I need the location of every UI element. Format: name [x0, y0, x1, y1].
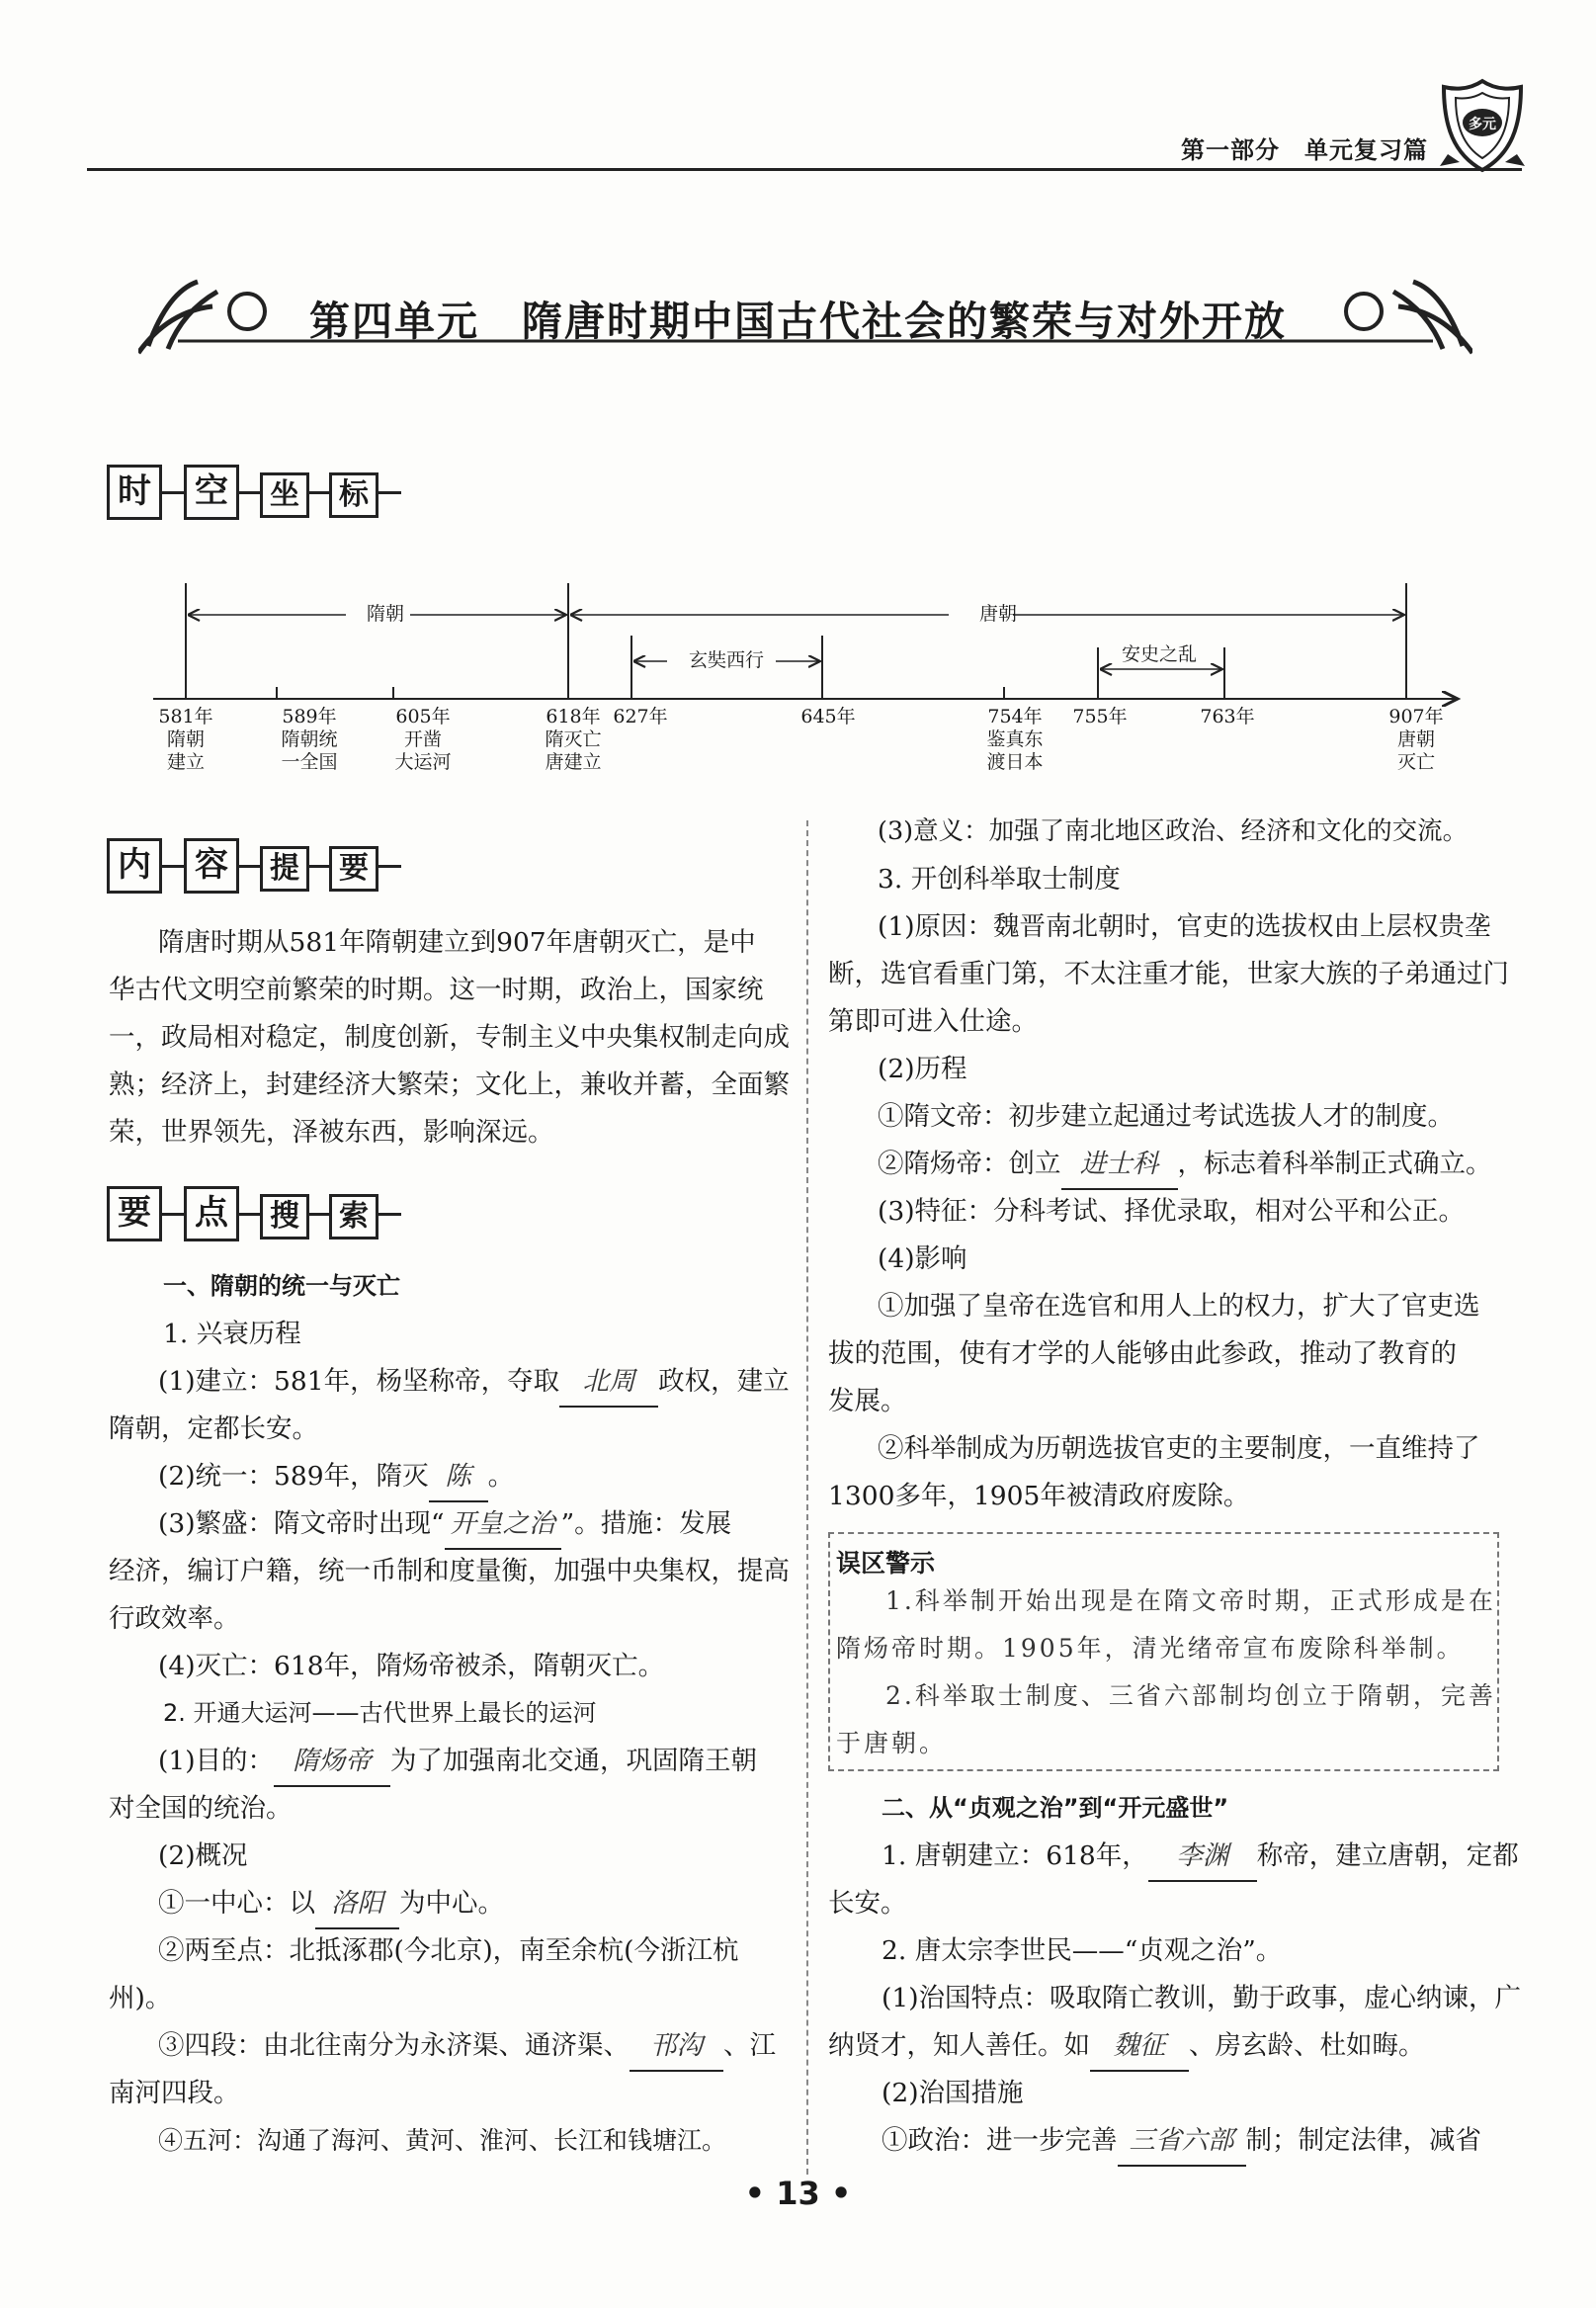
answer-blank[interactable]: 李渊 [1148, 1833, 1257, 1882]
unit-title: 第四单元 隋唐时期中国古代社会的繁荣与对外开放 [309, 298, 1287, 345]
section-header-spacetime [107, 465, 401, 519]
section-char: 时 [107, 465, 162, 520]
section-char: 索 [329, 1194, 378, 1239]
section-char: 搜 [260, 1194, 309, 1239]
header-rule [87, 168, 1522, 171]
text-line: 1. 唐朝建立：618年， 李渊 称帝，建立唐朝，定都 [882, 1833, 1519, 1882]
answer-blank[interactable]: 隋炀帝 [274, 1738, 390, 1787]
heading-tang: 二、从“贞观之治”到“开元盛世” [882, 1794, 1229, 1822]
section-char: 标 [329, 472, 378, 518]
period-anshi: 安史之乱 [1121, 643, 1197, 665]
text-line: (2)概况 [158, 1840, 248, 1871]
answer-blank[interactable]: 进士科 [1061, 1141, 1178, 1190]
text-line: ③四段：由北往南分为永济渠、通济渠、 邗沟 、江 [158, 2022, 776, 2072]
warning-line: 于唐朝。 [836, 1729, 948, 1757]
section-char: 内 [107, 838, 162, 894]
text-line: 发展。 [828, 1386, 907, 1416]
text-line: (3)繁盛：隋文帝时出现“ 开皇之治 ”。措施：发展 [158, 1500, 731, 1550]
timeline-event: 754年 鉴真东 渡日本 [986, 706, 1044, 773]
text-line: (2)历程 [878, 1054, 967, 1084]
text-line: 一，政局相对稳定，制度创新，专制主义中央集权制走向成 [109, 1022, 790, 1053]
text-line: ②两至点：北抵涿郡(今北京)，南至余杭(今浙江杭 [158, 1935, 739, 1966]
text-line: (2)治国措施 [882, 2078, 1024, 2108]
timeline-event: 763年 [1200, 706, 1255, 727]
text-line: 纳贤才，知人善任。如 魏征 、房玄龄、杜如晦。 [828, 2022, 1425, 2072]
text-line: 州)。 [109, 1983, 172, 2013]
warning-line: 2.科举取士制度、三省六部制均创立于隋朝，完善 [885, 1681, 1496, 1710]
logo-text: 多元 [1469, 117, 1496, 132]
section-char: 点 [184, 1186, 239, 1241]
timeline-event: 605年 开凿 大运河 [394, 706, 452, 773]
section-char: 容 [184, 838, 239, 894]
text-line: (1)建立：581年，杨坚称帝，夺取 北周 政权，建立 [158, 1358, 790, 1408]
timeline-event: 581年 隋朝 建立 [158, 706, 213, 773]
text-line: (2)统一：589年，隋灭 陈 。 [158, 1453, 514, 1502]
text-line: 隋朝，定都长安。 [109, 1413, 318, 1444]
text-line: 断，选官看重门第，不太注重才能，世家大族的子弟通过门 [828, 959, 1509, 989]
text-line: (4)影响 [878, 1243, 967, 1274]
text-line: 华古代文明空前繁荣的时期。这一时期，政治上，国家统 [109, 975, 764, 1005]
text-line: 长安。 [828, 1888, 907, 1919]
timeline-event: 589年 隋朝统 一全国 [281, 706, 338, 773]
timeline-event: 907年 唐朝 灭亡 [1388, 706, 1444, 773]
warning-title: 误区警示 [836, 1549, 936, 1578]
text-line: ②科举制成为历朝选拔官吏的主要制度，一直维持了 [878, 1433, 1480, 1464]
period-sui: 隋朝 [366, 603, 404, 625]
text-line: ④五河：沟通了海河、黄河、淮河、长江和钱塘江。 [158, 2126, 727, 2155]
text-line: (4)灭亡：618年，隋炀帝被杀，隋朝灭亡。 [158, 1651, 665, 1681]
section-header-summary [107, 838, 401, 893]
text-line: 第即可进入仕途。 [828, 1006, 1038, 1037]
heading-sui: 一、隋朝的统一与灭亡 [163, 1272, 400, 1300]
answer-blank[interactable]: 北周 [559, 1358, 658, 1408]
section-char: 提 [260, 846, 309, 892]
timeline-event: 645年 [800, 706, 856, 727]
section-char: 坐 [260, 472, 309, 518]
answer-blank[interactable]: 陈 [429, 1453, 488, 1502]
answer-blank[interactable]: 魏征 [1090, 2022, 1189, 2072]
text-line: (1)原因：魏晋南北朝时，官吏的选拔权由上层权贵垄 [878, 911, 1491, 942]
timeline-event: 627年 [613, 706, 668, 727]
timeline-axis [148, 568, 1472, 707]
text-line: 南河四段。 [109, 2078, 240, 2108]
text-line: 隋唐时期从581年隋朝建立到907年唐朝灭亡，是中 [158, 927, 756, 958]
section-char: 空 [184, 465, 239, 520]
warning-box [828, 1532, 1499, 1771]
text-line: ①加强了皇帝在选官和用人上的权力，扩大了官吏选 [878, 1291, 1480, 1322]
text-line: (1)目的： 隋炀帝 为了加强南北交通，巩固隋王朝 [158, 1738, 757, 1787]
section-header-points [107, 1186, 401, 1240]
period-xuanzang: 玄奘西行 [688, 649, 764, 671]
subheading: 2. 开通大运河——古代世界上最长的运河 [163, 1699, 597, 1727]
header-section: 第一部分 单元复习篇 [1181, 136, 1428, 164]
section-char: 要 [329, 846, 378, 892]
answer-blank[interactable]: 开皇之治 [445, 1500, 561, 1550]
subheading: 1. 兴衰历程 [163, 1319, 301, 1349]
subheading: 2. 唐太宗李世民——“贞观之治”。 [882, 1935, 1283, 1966]
text-line: (3)特征：分科考试、择优录取，相对公平和公正。 [878, 1196, 1466, 1227]
answer-blank[interactable]: 三省六部 [1118, 2117, 1246, 2167]
answer-blank[interactable]: 洛阳 [315, 1880, 399, 1929]
text-line: ②隋炀帝：创立 进士科 ，标志着科举制正式确立。 [878, 1141, 1492, 1190]
timeline-event: 755年 [1072, 706, 1128, 727]
timeline-event: 618年 隋灭亡 唐建立 [545, 706, 602, 773]
column-divider [806, 820, 808, 2175]
text-line: ①政治：进一步完善 三省六部 制；制定法律，减省 [882, 2117, 1481, 2167]
period-tang: 唐朝 [978, 603, 1017, 625]
text-line: 荣，世界领先，泽被东西，影响深远。 [109, 1117, 554, 1148]
text-line: (1)治国特点：吸取隋亡教训，勤于政事，虚心纳谏，广 [882, 1983, 1522, 2013]
text-line: 行政效率。 [109, 1603, 240, 1634]
page-number: • 13 • [744, 2175, 852, 2212]
text-line: 拔的范围，使有才学的人能够由此参政，推动了教育的 [828, 1338, 1457, 1369]
text-line: (3)意义：加强了南北地区政治、经济和文化的交流。 [878, 816, 1469, 846]
text-line: 熟；经济上，封建经济大繁荣；文化上，兼收并蓄，全面繁 [109, 1069, 790, 1100]
answer-blank[interactable]: 邗沟 [630, 2022, 723, 2072]
text-line: 1300多年，1905年被清政府废除。 [828, 1481, 1250, 1511]
warning-line: 1.科举制开始出现是在隋文帝时期，正式形成是在 [885, 1586, 1496, 1615]
subheading: 3. 开创科举取士制度 [878, 864, 1121, 895]
section-char: 要 [107, 1186, 162, 1241]
text-line: 对全国的统治。 [109, 1793, 293, 1824]
warning-line: 隋炀帝时期。1905年，清光绪帝宣布废除科举制。 [836, 1634, 1465, 1663]
text-line: ①一中心：以 洛阳 为中心。 [158, 1880, 504, 1929]
shield-logo-icon [1438, 77, 1527, 174]
text-line: ①隋文帝：初步建立起通过考试选拔人才的制度。 [878, 1101, 1454, 1132]
text-line: 经济，编订户籍，统一币制和度量衡，加强中央集权，提高 [109, 1556, 790, 1586]
